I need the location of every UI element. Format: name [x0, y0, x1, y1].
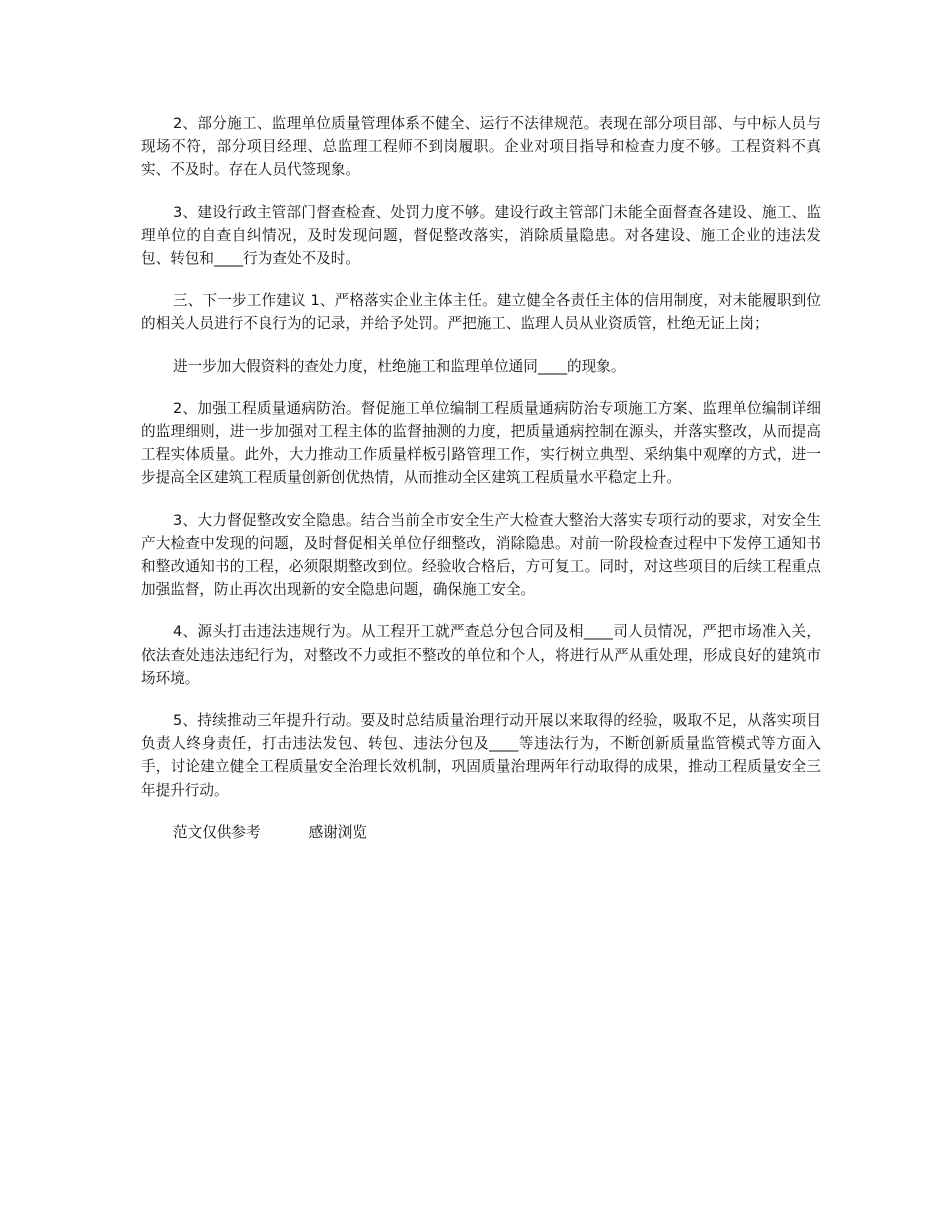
footer-note: [141, 821, 821, 844]
paragraph-supervision-inspection: 3、建设行政主管部门督查检查、处罚力度不够。建设行政主管部门未能全面督查各建设、施工、监理单位的自查自纠情况，及时发现问题，督促整改落实，消除质量隐患。对各建设、施工企业的违法发包、转包和____行为查处不及时。: [141, 203, 821, 268]
paragraph-quality-defects: 2、加强工程质量通病防治。督促施工单位编制工程质量通病防治专项施工方案、监理单位编制详细的监理细则，进一步加强对工程主体的监督抽测的力度，把质量通病控制在源头，并落实整改，从而提高工程实体质量。此外，大力推动工作质量样板引路管理工作，实行树立典型、采纳集中观摩的方式，进一步提高全区建筑工程质量创新创优热情，从而推动全区建筑工程质量水平稳定上升。: [141, 399, 821, 487]
paragraph-quality-system: 2、部分施工、监理单位质量管理体系不健全、运行不法律规范。表现在部分项目部、与中标人员与现场不符，部分项目经理、总监理工程师不到岗履职。企业对项目指导和检查力度不够。工程资料不真实、不及时。存在人员代签现象。: [141, 115, 821, 179]
document-body: [141, 112, 821, 863]
paragraph-safety-hazards: 3、大力督促整改安全隐患。结合当前全市安全生产大检查大整治大落实专项行动的要求，对安全生产大检查中发现的问题，及时督促相关单位仔细整改，消除隐患。对前一阶段检查过程中下发停工通知书和整改通知书的工程，必须限期整改到位。经验收合格后，方可复工。同时，对这些项目的后续工程重点加强监督，防止再次出现新的安全隐患问题，确保施工安全。: [141, 511, 821, 599]
footer-note-left: 范文仅供参考: [173, 823, 261, 841]
paragraph-next-steps: 三、下一步工作建议 1、严格落实企业主体主任。建立健全各责任主体的信用制度，对未能履职到位的相关人员进行不良行为的记录，并给予处罚。严把施工、监理人员从业资质管，杜绝无证上岗；: [141, 292, 821, 333]
paragraph-illegal-acts: 4、源头打击违法违规行为。从工程开工就严查总分包合同及相____司人员情况，严把市场准入关，依法查处违法违纪行为，对整改不力或拒不整改的单位和个人，将进行从严从重处理，形成良好的建筑市场环境。: [141, 623, 821, 687]
paragraph-false-documents: 进一步加大假资料的查处力度，杜绝施工和监理单位通同____的现象。: [173, 357, 626, 375]
footer-note-right: 感谢浏览: [308, 823, 367, 841]
paragraph-three-year-action: 5、持续推动三年提升行动。要及时总结质量治理行动开展以来取得的经验，吸取不足，从落实项目负责人终身责任，打击违法发包、转包、违法分包及____等违法行为，不断创新质量监管模式等方面入手，讨论建立健全工程质量安全治理长效机制，巩固质量治理两年行动取得的成果，推动工程质量安全三年提升行动。: [141, 712, 821, 799]
